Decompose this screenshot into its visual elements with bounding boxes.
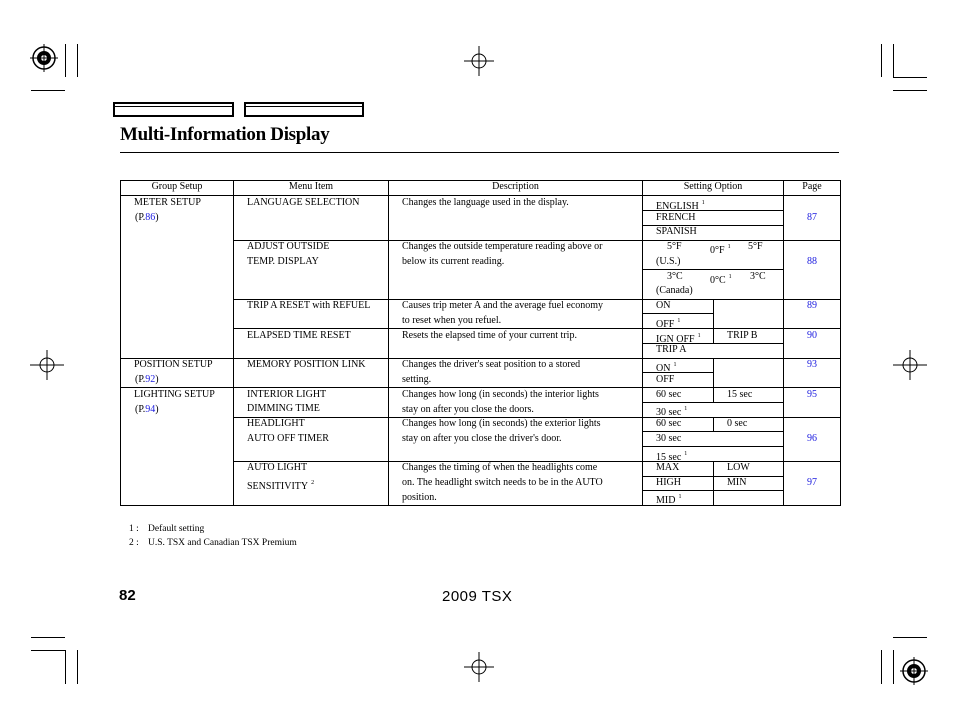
page-link[interactable]: 93	[807, 359, 817, 370]
description: Changes the driver's seat position to a stored	[402, 359, 581, 370]
description: stay on after you close the driver's door.	[402, 433, 562, 444]
footnote-number: 1 :	[129, 524, 139, 534]
page-link[interactable]: 90	[807, 330, 817, 341]
menu-item: AUTO OFF TIMER	[247, 433, 329, 444]
description: on. The headlight switch needs to be in the AUTO	[402, 477, 603, 488]
page-link[interactable]: 89	[807, 300, 817, 311]
group-position-setup: POSITION SETUP	[134, 359, 213, 370]
option-english: ENGLISH $^1$	[656, 200, 705, 212]
page-link[interactable]: 95	[807, 389, 817, 400]
header-description: Description	[492, 181, 539, 192]
option-mid: MID $^1$	[656, 494, 682, 506]
option-temp-us-minus: 5°F	[748, 241, 763, 252]
option-off: OFF	[656, 374, 675, 385]
option-high: HIGH	[656, 477, 681, 488]
footnote-text: Default setting	[148, 524, 205, 534]
option-trip-b: TRIP B	[727, 330, 758, 341]
option-temp-us-zero: 0°F $^1$	[710, 244, 731, 256]
group-lighting-setup: LIGHTING SETUP	[134, 389, 215, 400]
footnote-text: U.S. TSX and Canadian TSX Premium	[148, 538, 297, 548]
option-trip-a: TRIP A	[656, 344, 687, 355]
option-30-sec: 30 sec	[656, 433, 682, 444]
description: stay on after you close the doors.	[402, 404, 534, 415]
menu-item: INTERIOR LIGHT	[247, 389, 327, 400]
menu-item: HEADLIGHT	[247, 418, 305, 429]
option-french: FRENCH	[656, 212, 696, 223]
menu-item: TRIP A RESET with REFUEL	[247, 300, 371, 311]
menu-item: LANGUAGE SELECTION	[247, 197, 360, 208]
option-60-sec: 60 sec	[656, 389, 682, 400]
model-name: 2009 TSX	[442, 588, 513, 605]
option-0-sec: 0 sec	[727, 418, 748, 429]
description: Causes trip meter A and the average fuel economy	[402, 300, 604, 311]
description: position.	[402, 492, 437, 503]
option-temp-us-plus: 5°F	[667, 241, 682, 252]
option-canada-label: (Canada)	[656, 285, 693, 296]
option-temp-ca-minus: 3°C	[750, 271, 766, 282]
page-link[interactable]: 97	[807, 477, 817, 488]
option-30-sec: 30 sec $^1$	[656, 406, 688, 418]
description: to reset when you refuel.	[402, 315, 502, 326]
header-menu-item: Menu Item	[288, 181, 334, 192]
group-meter-page-ref[interactable]: (P.86)	[135, 212, 159, 223]
footnote-number: 2 :	[129, 538, 139, 548]
group-lighting-page-ref[interactable]: (P.94)	[135, 404, 159, 415]
option-on: ON	[656, 300, 671, 311]
option-low: LOW	[727, 462, 750, 473]
description: Resets the elapsed time of your current trip.	[402, 330, 577, 341]
option-temp-ca-plus: 3°C	[667, 271, 683, 282]
page-link[interactable]: 86	[145, 212, 156, 223]
footnote-marker: 2	[311, 480, 315, 486]
group-position-page-ref[interactable]: (P.92)	[135, 374, 159, 385]
option-ign-off: IGN OFF $^1$	[656, 333, 701, 345]
header-page: Page	[802, 181, 822, 192]
page-link[interactable]: 88	[807, 256, 817, 267]
option-temp-ca-zero: 0°C $^1$	[710, 274, 732, 286]
page-link[interactable]: 96	[807, 433, 817, 444]
option-spanish: SPANISH	[656, 226, 697, 237]
option-min: MIN	[727, 477, 747, 488]
header-group-setup: Group Setup	[151, 181, 203, 192]
description: Changes how long (in seconds) the interior lights	[402, 389, 599, 400]
option-max: MAX	[656, 462, 680, 473]
page-link[interactable]: 94	[145, 404, 156, 415]
header-setting-option: Setting Option	[683, 181, 743, 192]
menu-item: MEMORY POSITION LINK	[247, 359, 366, 370]
option-60-sec: 60 sec	[656, 418, 682, 429]
option-off: OFF $^1$	[656, 318, 681, 330]
description: below its current reading.	[402, 256, 505, 267]
menu-item: ADJUST OUTSIDE	[247, 241, 330, 252]
page-number: 82	[119, 587, 136, 604]
description: Changes the outside temperature reading above or	[402, 241, 603, 252]
option-15-sec: 15 sec	[727, 389, 753, 400]
page-title: Multi-Information Display	[120, 124, 330, 145]
menu-item: DIMMING TIME	[247, 403, 320, 414]
description: Changes how long (in seconds) the exterior lights	[402, 418, 601, 429]
option-15-sec: 15 sec $^1$	[656, 451, 688, 463]
option-on: ON $^1$	[656, 362, 677, 374]
page-link[interactable]: 87	[807, 212, 817, 223]
group-meter-setup: METER SETUP	[134, 197, 201, 208]
description: Changes the language used in the display.	[402, 197, 569, 208]
menu-item: SENSITIVITY $^2$	[247, 480, 315, 492]
menu-item: ELAPSED TIME RESET	[247, 330, 351, 341]
menu-item: AUTO LIGHT	[247, 462, 308, 473]
page-link[interactable]: 92	[145, 374, 156, 385]
description: Changes the timing of when the headlights come	[402, 462, 598, 473]
option-us-label: (U.S.)	[656, 256, 681, 267]
menu-item: TEMP. DISPLAY	[247, 256, 319, 267]
description: setting.	[402, 374, 432, 385]
